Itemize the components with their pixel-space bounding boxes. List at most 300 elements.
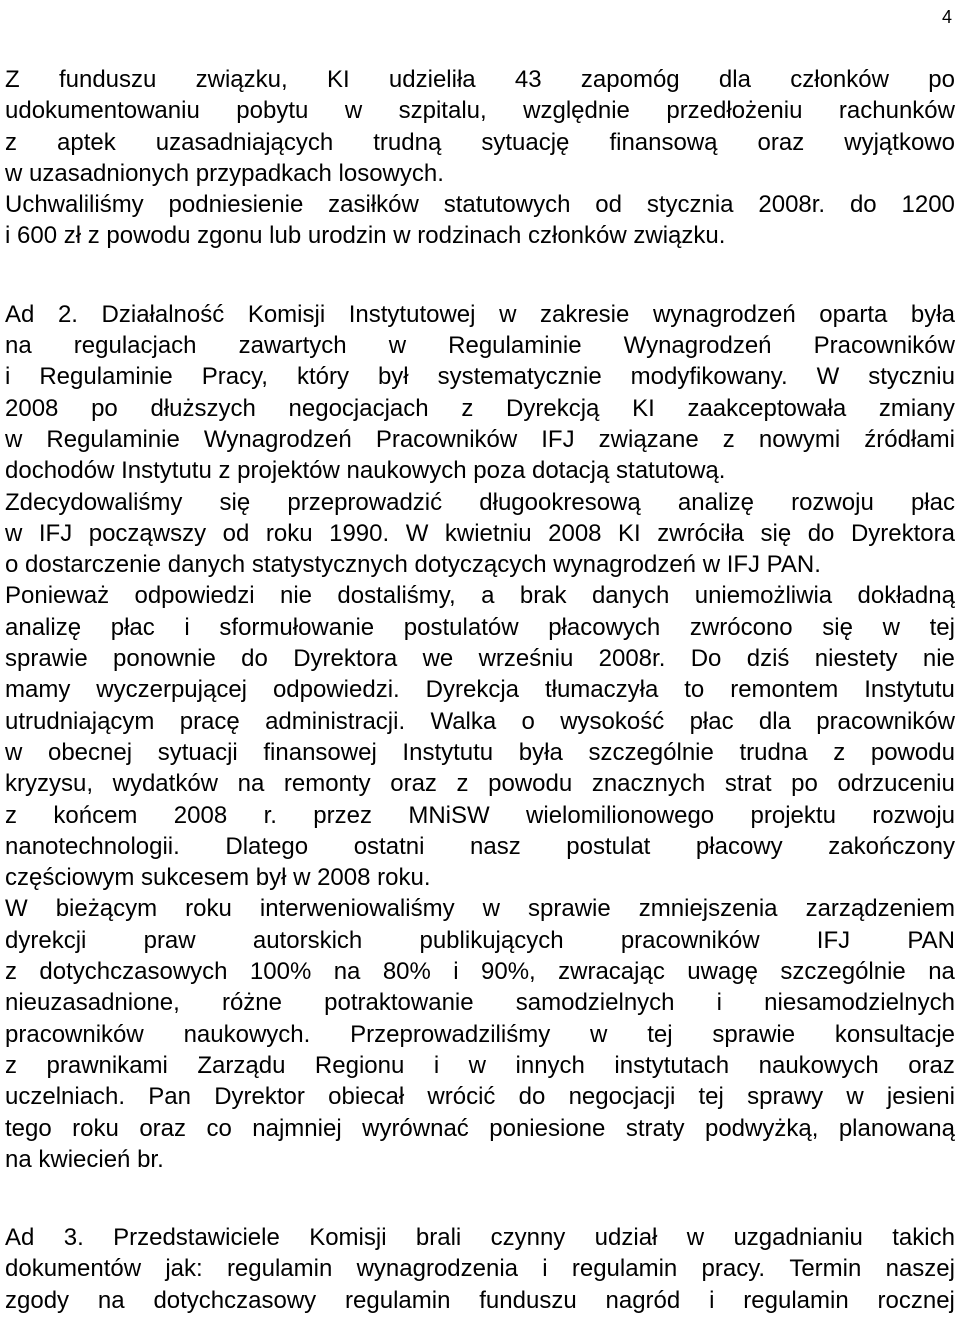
- text-line: [5, 925, 955, 956]
- word: rachunków: [838, 97, 955, 125]
- word: podniesienie: [168, 191, 304, 219]
- word: W: [5, 895, 28, 923]
- word: KI: [326, 66, 350, 93]
- word: regulamin: [345, 1286, 451, 1314]
- word: ponownie: [113, 645, 216, 673]
- word: PAN: [907, 926, 955, 954]
- word: regulamin: [743, 1286, 849, 1314]
- word: związku,: [195, 66, 288, 93]
- word: szpitalu,: [398, 97, 487, 125]
- word: oparta: [819, 300, 888, 328]
- word: W: [816, 363, 840, 391]
- text-line: [5, 330, 955, 361]
- word: analizę: [677, 488, 754, 516]
- word: 1200: [901, 191, 955, 219]
- word: zwrócono: [689, 613, 793, 641]
- word: finansowej: [263, 738, 377, 766]
- word: wysokość: [560, 707, 665, 735]
- word: płac: [110, 613, 155, 641]
- word: powodu: [870, 738, 955, 766]
- paragraph: [5, 299, 955, 1175]
- word: interweniowaliśmy: [259, 895, 455, 923]
- word: wrześniu: [478, 645, 574, 673]
- word: Dyrekcja: [425, 676, 519, 704]
- text-line: [5, 643, 955, 674]
- text-line: [5, 674, 955, 705]
- text-line: [5, 1113, 955, 1144]
- word: uczelniach.: [5, 1083, 126, 1111]
- word: przeprowadzić: [287, 488, 443, 516]
- text-line: [5, 158, 955, 189]
- word: publikujących: [419, 926, 564, 954]
- word: udział: [594, 1224, 658, 1252]
- word: regulamin: [571, 1255, 678, 1283]
- word: funduszu: [58, 66, 157, 93]
- word: płacowych: [548, 613, 661, 641]
- word: tego: [5, 1114, 52, 1142]
- word: pobytu: [236, 97, 309, 125]
- word: który: [296, 363, 349, 391]
- text-line: [5, 987, 955, 1018]
- word: nie: [922, 645, 955, 673]
- word: systematycznie: [437, 363, 602, 391]
- word: sprawie: [5, 645, 88, 673]
- word: to: [684, 676, 705, 704]
- word: Zarządu: [197, 1051, 286, 1079]
- word: z: [722, 425, 735, 453]
- word: obecnej: [47, 738, 133, 766]
- text-line: [5, 737, 955, 768]
- line-text: na kwiecień br.: [5, 1145, 164, 1173]
- word: utrudniającym: [5, 707, 155, 735]
- text-line: [5, 893, 955, 924]
- text-line: [5, 64, 955, 95]
- word: uzasadniających: [155, 128, 334, 156]
- text-line: [5, 95, 955, 126]
- word: 2008: [548, 519, 602, 547]
- word: Komisji: [247, 300, 326, 328]
- document-body: [5, 64, 955, 1316]
- word: uzgadnianiu: [733, 1224, 863, 1252]
- word: Ad: [5, 300, 35, 328]
- word: roku: [265, 519, 313, 547]
- word: do: [241, 645, 268, 673]
- word: i: [716, 989, 723, 1017]
- word: trudną: [373, 128, 442, 156]
- text-line: [5, 706, 955, 737]
- word: z: [5, 1051, 17, 1079]
- word: dłuższych: [150, 394, 256, 422]
- word: remonty: [283, 770, 371, 798]
- word: sytuacji: [157, 738, 238, 766]
- word: w: [846, 1083, 864, 1111]
- text-line: [5, 424, 955, 455]
- word: sprawie: [712, 1020, 796, 1048]
- word: trudna: [739, 738, 808, 766]
- word: regulamin: [226, 1255, 333, 1283]
- word: z: [5, 801, 17, 829]
- word: była: [910, 300, 955, 328]
- word: zapomóg: [580, 66, 680, 93]
- word: długookresową: [479, 488, 641, 516]
- word: Wynagrodzeń: [623, 332, 772, 360]
- word: Dlatego: [225, 832, 309, 860]
- text-line: [5, 455, 955, 486]
- word: MNiSW: [408, 801, 490, 829]
- word: KI: [618, 519, 641, 547]
- word: się: [219, 488, 251, 516]
- word: Zdecydowaliśmy: [5, 488, 183, 516]
- word: i: [453, 958, 459, 986]
- word: sformułowanie: [219, 613, 375, 641]
- word: wynagrodzeń: [652, 300, 796, 328]
- word: czynny: [490, 1224, 566, 1252]
- word: powodu: [488, 770, 573, 798]
- word: Regulaminie: [46, 425, 180, 453]
- word: do: [849, 191, 877, 219]
- word: prawnikami: [46, 1051, 168, 1079]
- word: wyrównać: [362, 1114, 469, 1142]
- word: źródłami: [864, 425, 955, 453]
- word: Dyrektora: [293, 645, 398, 673]
- word: się: [760, 519, 792, 547]
- word: tej: [647, 1020, 673, 1048]
- word: i: [709, 1286, 715, 1314]
- word: w: [482, 895, 500, 923]
- word: Ponieważ: [5, 582, 110, 610]
- text-line: [5, 612, 955, 643]
- word: straty: [625, 1114, 685, 1142]
- word: 43: [514, 66, 542, 93]
- word: po: [928, 66, 955, 93]
- text-line: [5, 831, 955, 862]
- word: o: [521, 707, 535, 735]
- word: nanotechnologii.: [5, 832, 180, 860]
- word: Przeprowadziliśmy: [350, 1020, 551, 1048]
- word: Ad: [5, 1224, 35, 1252]
- word: instytutach: [614, 1051, 730, 1079]
- word: kryzysu,: [5, 770, 94, 798]
- word: do: [807, 519, 835, 547]
- word: i: [5, 363, 11, 391]
- word: praw: [143, 926, 196, 954]
- word: z: [5, 128, 17, 156]
- word: wyczerpującej: [96, 676, 248, 704]
- word: autorskich: [252, 926, 363, 954]
- word: Regulaminie: [448, 332, 582, 360]
- word: nagród: [605, 1286, 681, 1314]
- word: takich: [892, 1224, 955, 1252]
- word: stycznia: [646, 191, 734, 219]
- word: z: [5, 958, 17, 986]
- word: styczniu: [868, 363, 955, 391]
- word: po: [791, 770, 818, 798]
- word: roku: [72, 1114, 119, 1142]
- word: Uchwaliliśmy: [5, 191, 144, 219]
- word: Z: [5, 66, 20, 93]
- word: w: [5, 519, 23, 547]
- word: z: [456, 770, 469, 798]
- word: dyrekcji: [5, 926, 87, 954]
- word: 2008: [5, 394, 59, 422]
- word: naukowych: [758, 1051, 879, 1079]
- word: płacowy: [695, 832, 783, 860]
- word: Instytutu: [402, 738, 494, 766]
- word: uniemożliwia: [694, 582, 833, 610]
- word: zakresie: [539, 300, 630, 328]
- word: 2.: [57, 300, 78, 328]
- word: począwszy: [88, 519, 207, 547]
- word: co: [206, 1114, 232, 1142]
- word: postulatów: [403, 613, 519, 641]
- word: naukowych.: [183, 1020, 311, 1048]
- word: dla: [758, 707, 791, 735]
- word: 80%: [382, 958, 431, 986]
- word: ostatni: [353, 832, 425, 860]
- word: we: [422, 645, 454, 673]
- word: planowaną: [838, 1114, 955, 1142]
- word: podwyżką,: [704, 1114, 819, 1142]
- word: przedłożeniu: [666, 97, 803, 125]
- text-line: [5, 1285, 955, 1316]
- word: odpowiedzi: [134, 582, 255, 610]
- word: niestety: [814, 645, 898, 673]
- word: Przedstawiciele: [113, 1224, 280, 1252]
- word: dokładną: [857, 582, 955, 610]
- word: od: [222, 519, 250, 547]
- word: pracowników: [5, 1020, 144, 1048]
- text-line: [5, 1050, 955, 1081]
- word: niesamodzielnych: [764, 989, 955, 1017]
- word: zakończony: [828, 832, 955, 860]
- word: IFJ: [541, 425, 575, 453]
- word: negocjacjach: [288, 394, 429, 422]
- text-line: [5, 189, 955, 220]
- word: szczególnie: [588, 738, 714, 766]
- word: na: [5, 332, 32, 360]
- word: dla: [718, 66, 751, 93]
- word: r.: [263, 801, 277, 829]
- word: jak:: [165, 1255, 203, 1283]
- word: dotychczasowy: [153, 1286, 317, 1314]
- word: była: [518, 738, 563, 766]
- word: związane: [598, 425, 699, 453]
- word: obiecał: [328, 1083, 405, 1111]
- word: roku: [185, 895, 232, 923]
- word: członków: [790, 66, 889, 93]
- word: na: [237, 770, 265, 798]
- word: konsultacje: [834, 1020, 955, 1048]
- word: w: [5, 425, 23, 453]
- text-line: [5, 220, 955, 251]
- word: mamy: [5, 676, 71, 704]
- word: udokumentowaniu: [5, 97, 200, 125]
- word: 2008: [173, 801, 228, 829]
- line-text: w uzasadnionych przypadkach losowych.: [5, 159, 444, 187]
- word: Pan: [148, 1083, 191, 1111]
- paragraph-gap: [5, 1175, 955, 1222]
- word: 2008r.: [598, 645, 666, 673]
- word: Działalność: [101, 300, 225, 328]
- word: remontem: [730, 676, 839, 704]
- word: funduszu: [479, 1286, 577, 1314]
- line-text: i 600 zł z powodu zgonu lub urodzin w rodzinach członków związku.: [5, 222, 726, 250]
- word: zawartych: [238, 332, 347, 360]
- word: IFJ: [816, 926, 851, 954]
- word: 100%: [249, 958, 312, 986]
- text-line: [5, 1253, 955, 1284]
- word: dziś: [746, 645, 790, 673]
- word: Termin: [789, 1255, 862, 1283]
- word: się: [822, 613, 853, 641]
- word: nie: [279, 582, 312, 610]
- word: na: [928, 958, 955, 986]
- word: w: [388, 332, 407, 360]
- word: projektu: [750, 801, 836, 829]
- text-line: [5, 768, 955, 799]
- word: wrócić: [427, 1083, 496, 1111]
- word: zarządzeniem: [805, 895, 955, 923]
- word: zwróciła: [657, 519, 744, 547]
- text-line: [5, 549, 955, 580]
- text-line: [5, 299, 955, 330]
- word: odrzuceniu: [837, 770, 955, 798]
- word: zgody: [5, 1286, 70, 1314]
- line-text: o dostarczenie danych statystycznych dotyczących wynagrodzeń w IFJ PAN.: [5, 551, 821, 579]
- word: samodzielnych: [515, 989, 675, 1017]
- word: w: [5, 738, 23, 766]
- word: regulacjach: [73, 332, 197, 360]
- word: odpowiedzi.: [272, 676, 400, 704]
- word: zmniejszenia: [638, 895, 778, 923]
- word: płac: [689, 707, 734, 735]
- word: z: [461, 394, 474, 422]
- word: pracy.: [701, 1255, 766, 1283]
- word: dokumentów: [5, 1255, 142, 1283]
- word: Dyrekcją: [506, 394, 600, 422]
- word: różne: [221, 989, 283, 1017]
- word: sprawie: [528, 895, 611, 923]
- word: bieżącym: [55, 895, 158, 923]
- text-line: [5, 1081, 955, 1112]
- paragraph: [5, 64, 955, 252]
- word: a: [481, 582, 495, 610]
- word: uwagę: [687, 958, 758, 986]
- word: na: [97, 1286, 125, 1314]
- word: W: [405, 519, 429, 547]
- text-line: [5, 393, 955, 424]
- word: aptek: [57, 128, 116, 156]
- text-line: [5, 800, 955, 831]
- word: płac: [910, 488, 955, 516]
- word: oraz: [908, 1051, 955, 1079]
- word: dostaliśmy,: [337, 582, 456, 610]
- word: oraz: [757, 128, 805, 156]
- word: z: [833, 738, 846, 766]
- word: brak: [519, 582, 567, 610]
- word: Instytutu: [864, 676, 955, 704]
- word: tej: [929, 613, 955, 641]
- word: Dyrektora: [850, 519, 955, 547]
- paragraph-gap: [5, 252, 955, 299]
- word: KI: [632, 394, 655, 422]
- word: szczególnie: [780, 958, 906, 986]
- word: 3.: [63, 1224, 84, 1252]
- word: Pracowników: [813, 332, 955, 360]
- word: Dyrektor: [214, 1083, 305, 1111]
- text-line: [5, 1019, 955, 1050]
- word: od: [595, 191, 622, 219]
- word: 90%,: [481, 958, 536, 986]
- word: Pracowników: [375, 425, 518, 453]
- word: w: [499, 300, 517, 328]
- word: po: [91, 394, 118, 422]
- text-line: [5, 518, 955, 549]
- word: i: [184, 613, 190, 641]
- word: w: [468, 1051, 487, 1079]
- word: nieuzasadnione,: [5, 989, 180, 1017]
- word: Komisji: [309, 1224, 387, 1252]
- word: oraz: [390, 770, 437, 798]
- word: wydatków: [112, 770, 218, 798]
- word: zmiany: [878, 394, 955, 422]
- word: administracji.: [265, 707, 406, 735]
- word: w: [590, 1020, 608, 1048]
- word: w: [882, 613, 900, 641]
- word: względnie: [523, 97, 630, 125]
- word: pracowników: [816, 707, 955, 735]
- word: zasiłków: [328, 191, 419, 219]
- text-line: [5, 580, 955, 611]
- word: wyjątkowo: [844, 128, 955, 156]
- word: Do: [690, 645, 722, 673]
- word: 2008r.: [758, 191, 826, 219]
- text-line: [5, 1222, 955, 1253]
- word: oraz: [139, 1114, 186, 1142]
- word: Pracy,: [201, 363, 268, 391]
- word: i: [542, 1255, 548, 1283]
- word: znacznych: [591, 770, 706, 798]
- word: strat: [724, 770, 772, 798]
- word: 1990.: [329, 519, 390, 547]
- word: tej: [698, 1083, 724, 1111]
- word: naszej: [885, 1255, 955, 1283]
- word: pracę: [179, 707, 240, 735]
- word: w: [686, 1224, 705, 1252]
- line-text: dochodów Instytutu z projektów naukowych poza dotacją statutową.: [5, 457, 726, 485]
- word: sprawy: [747, 1083, 824, 1111]
- word: danych: [591, 582, 670, 610]
- word: na: [333, 958, 361, 986]
- word: nowymi: [758, 425, 841, 453]
- word: modyfikowany.: [630, 363, 788, 391]
- word: statutowych: [443, 191, 571, 219]
- word: zaakceptowała: [687, 394, 847, 422]
- word: wynagrodzenia: [356, 1255, 519, 1283]
- text-line: [5, 127, 955, 158]
- text-line: [5, 956, 955, 987]
- word: Walka: [430, 707, 497, 735]
- word: postulat: [566, 832, 651, 860]
- paragraph: [5, 1222, 955, 1316]
- word: jesieni: [886, 1083, 955, 1111]
- word: Instytutowej: [348, 300, 476, 328]
- word: kwietniu: [444, 519, 532, 547]
- word: przez: [313, 801, 372, 829]
- word: wielomilionowego: [526, 801, 715, 829]
- word: finansową: [609, 128, 718, 156]
- word: w: [344, 97, 363, 125]
